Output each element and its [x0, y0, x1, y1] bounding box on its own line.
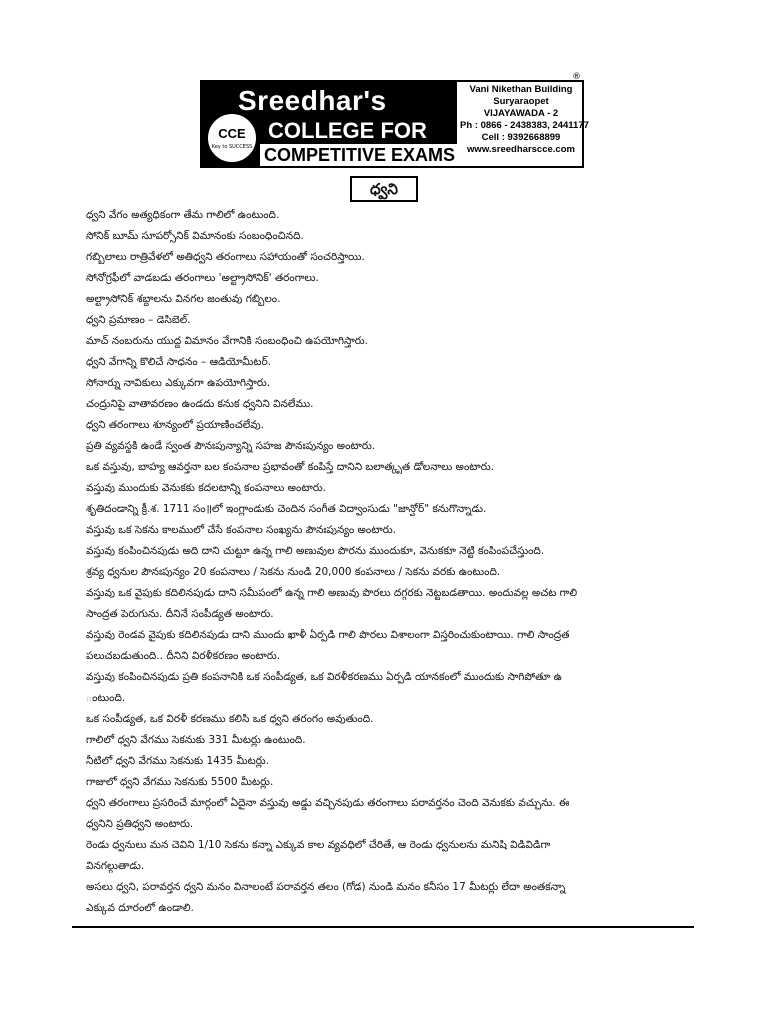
- contact-line: Suryaraopet: [493, 96, 549, 107]
- contact-phone: Ph : 0866 - 2438383, 2441177: [460, 120, 589, 131]
- page-title: ధ్వని: [350, 176, 418, 202]
- text-line: మాచ్ నంబరును యుద్ధ విమానం వేగానికి సంబంధించి ఉపయోగిస్తారు.: [86, 335, 368, 347]
- text-line: సోనార్ను నావికులు ఎక్కువగా ఉపయోగిస్తారు.: [86, 377, 271, 389]
- text-line: ంటుంది.: [86, 692, 126, 704]
- text-line: వస్తువు రెండవ వైపుకు కదిలినపుడు దాని ముందు ఖాళీ ఏర్పడి గాలి పొరలు విశాలంగా విస్తరించుకుంటాయి. గాలి సాంద్రత: [86, 629, 570, 641]
- text-line: గాలిలో ధ్వని వేగము సెకనుకు 331 మీటర్లు ఉంటుంది.: [86, 734, 306, 746]
- text-line: సోనిక్ బూమ్ సూపర్సోనిక్ విమానంకు సంబంధించినది.: [86, 230, 304, 242]
- contact-line: VIJAYAWADA - 2: [483, 108, 559, 119]
- brand-line-exams: COMPETITIVE EXAMS: [260, 144, 457, 166]
- contact-line: Vani Nikethan Building: [469, 84, 573, 95]
- cce-logo: [206, 112, 258, 164]
- text-line: ఎక్కువ దూరంలో ఉండాలి.: [86, 902, 194, 914]
- text-line: చంద్రునిపై వాతావరణం ఉండదు కనుక ధ్వనిని వినలేము.: [86, 398, 314, 410]
- contact-website: www.sreedharscce.com: [467, 144, 575, 155]
- college-banner: [200, 80, 589, 168]
- text-line: ధ్వని ప్రమాణం – డెసిబెల్.: [86, 314, 191, 326]
- text-line: ధ్వని వేగం అత్యధికంగా తేమ గాలిలో ఉంటుంది.: [86, 209, 280, 221]
- text-line: అసలు ధ్వని, పరావర్తన ధ్వని మనం వినాలంటే పరావర్తన తలం (గోడ) నుండి మనం కనీసం 17 మీటర్లు లేదా అంతకన్నా: [86, 881, 566, 893]
- text-line: ధ్వని వేగాన్ని కొలిచే సాధనం – ఆడియోమీటర్.: [86, 356, 272, 368]
- text-line: వస్తువు కంపించినపుడు ప్రతి కంపనానికి ఒక సంపీడ్యత, ఒక విరళీకరణము ఏర్పడి యానకంలో ముందుకు సాగిపోతూ ఉ: [86, 671, 562, 683]
- text-line: సాంద్రత పెరుగును. దీనినే సంపీడ్యత అంటారు.: [86, 608, 274, 620]
- text-line: వస్తువు ఒక వైపుకు కదిలినపుడు దాని సమీపంలో ఉన్న గాలి అణువు పొరలు దగ్గరకు నెట్టబడతాయి. అందువల్ల అచట గాలి: [86, 587, 578, 599]
- text-line: రెండు ధ్వనులు మన చెవిని 1/10 సెకను కన్నా ఎక్కువ కాల వ్యవధిలో చేరితే, ఆ రెండు ధ్వనులను మనిషి విడివిడిగా: [86, 839, 551, 851]
- text-line: శ్రవ్య ధ్వనుల పౌనఃపున్యం 20 కంపనాలు / సెకను నుండి 20,000 కంపనాలు / సెకను వరకు ఉంటుంది.: [86, 566, 501, 578]
- text-line: వస్తువు ఒక సెకను కాలములో చేసే కంపనాల సంఖ్యను పౌనఃపున్యం అంటారు.: [86, 524, 396, 536]
- cce-logo-text: CCE: [218, 126, 246, 141]
- brand-line-college: COLLEGE FOR: [262, 118, 457, 144]
- text-line: సోనోగ్రఫీలో వాడబడు తరంగాలు 'అల్ట్రాసోనిక్' తరంగాలు.: [86, 272, 319, 284]
- text-line: వస్తువు ముందుకు వెనుకకు కదలటాన్ని కంపనాలు అంటారు.: [86, 482, 327, 494]
- brand-name: Sreedhar's: [238, 85, 387, 116]
- text-line: ఒక సంపీడ్యత, ఒక విరళీ కరణము కలిసి ఒక ధ్వని తరంగం అవుతుంది.: [86, 713, 374, 725]
- text-line: ఒక వస్తువు, బాహ్య ఆవర్తనా బల కంపనాల ప్రభావంతో కంపిస్తే దానిని బలాత్కృత డోలనాలు అంటారు.: [86, 461, 494, 473]
- text-line: గబ్బిలాలు రాత్రివేళలో అతిధ్వని తరంగాలు సహాయంతో సంచరిస్తాయి.: [86, 251, 365, 263]
- contact-info: [460, 84, 589, 164]
- text-line: అల్ట్రాసోనిక్ శబ్దాలను వినగల జంతువు గబ్బిలం.: [86, 293, 281, 305]
- text-line: వినగల్గుతాడు.: [86, 860, 145, 872]
- text-line: నీటిలో ధ్వని వేగము సెకనుకు 1435 మీటర్లు.: [86, 755, 269, 767]
- bottom-divider: [72, 926, 694, 928]
- text-line: పలుచబడుతుంది.. దీనిని విరళీకరణం అంటారు.: [86, 650, 281, 662]
- text-line: ధ్వని తరంగాలు శూన్యంలో ప్రయాణించలేవు.: [86, 419, 265, 431]
- contact-cell: Cell : 9392668899: [481, 132, 561, 143]
- text-line: వస్తువు కంపించినపుడు అది దాని చుట్టూ ఉన్న గాలి అణువుల పొరను ముందుకూ, వెనుకకూ నెట్టి కంపింపచేస్తుంది.: [86, 545, 545, 557]
- text-line: గాజులో ధ్వని వేగము సెకనుకు 5500 మీటర్లు.: [86, 776, 274, 788]
- text-line: శృతిదండాన్ని క్రీ.శ. 1711 సం॥లో ఇంగ్లాండుకు చెందిన సంగీత విద్వాంసుడు "జాన్షోర్" కనుగొన్నాడు.: [86, 503, 487, 515]
- registered-mark: ®: [572, 72, 581, 82]
- text-line: ధ్వని తరంగాలు ప్రసరించే మార్గంలో ఏదైనా వస్తువు అడ్డు వచ్చినపుడు తరంగాలు పరావర్తనం చెంది వెనుకకు వచ్చును. ఈ: [86, 797, 570, 809]
- text-line: ధ్వనిని ప్రతిధ్వని అంటారు.: [86, 818, 194, 830]
- text-line: ప్రతి వ్యవస్థకి ఉండే స్వంత పౌనఃపున్యాన్ని సహజ పౌనఃపున్యం అంటారు.: [86, 440, 376, 452]
- cce-logo-tagline: Key to SUCCESS: [211, 144, 253, 150]
